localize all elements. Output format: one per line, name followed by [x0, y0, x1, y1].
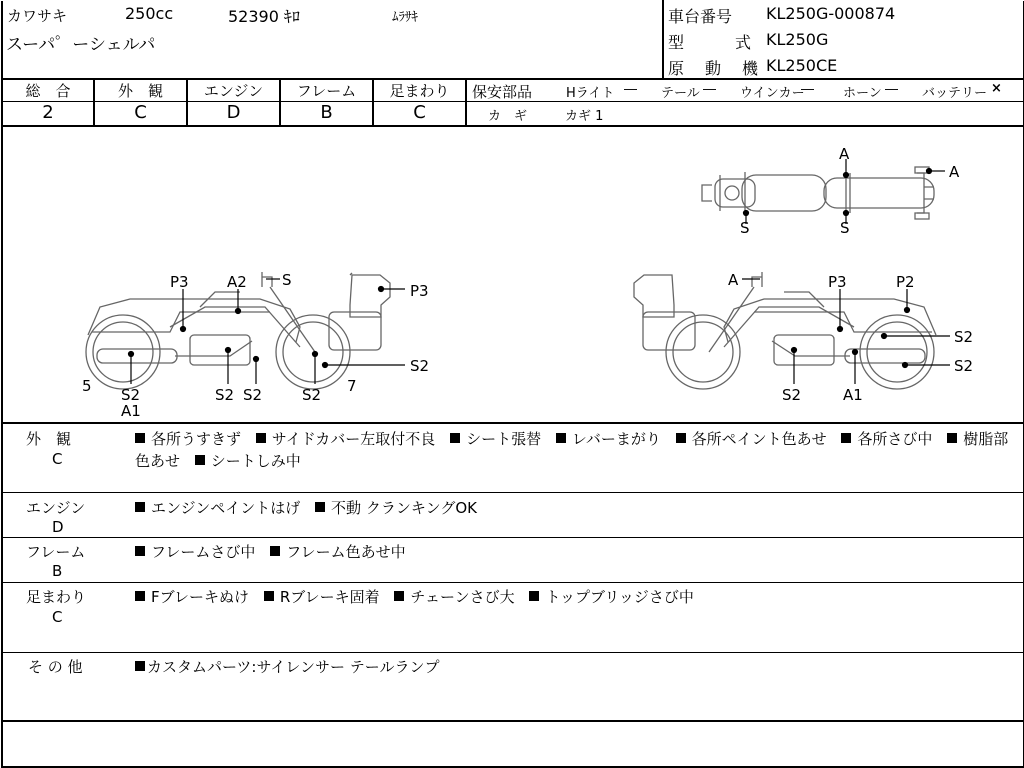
divider-line	[1, 492, 1023, 493]
bullet-square-icon	[135, 661, 145, 671]
body-color: ﾑﾗｻｷ	[392, 10, 418, 25]
top-view-label: S	[840, 219, 850, 237]
defect-item: Fブレーキぬけ	[135, 588, 249, 606]
divider-line	[1, 720, 1023, 722]
tail-status: ―	[703, 82, 716, 97]
bullet-square-icon	[676, 433, 686, 443]
type-value: KL250G	[766, 30, 829, 49]
divider-line	[1, 652, 1023, 653]
left-side-label: S2	[215, 386, 235, 404]
bullet-square-icon	[270, 546, 280, 556]
grade-frame-label: フレーム	[296, 82, 357, 100]
right-side-label: S2	[954, 357, 974, 375]
maker-name: カワサキ	[7, 7, 68, 25]
remark-appearance-items	[135, 428, 1010, 472]
grade-total-label: 総 合	[25, 82, 71, 100]
engine-type-value: KL250CE	[766, 56, 838, 75]
bullet-square-icon	[256, 433, 266, 443]
divider-line	[1, 537, 1023, 538]
remark-appearance-label: 外 観	[26, 430, 72, 448]
engine-type-label-char: 原	[668, 59, 685, 78]
defect-item: エンジンペイントはげ	[135, 499, 300, 517]
mileage: 52390 ｷﾛ	[228, 7, 300, 26]
grade-engine-label: エンジン	[203, 82, 264, 100]
defect-item: 各所うすきず	[135, 430, 241, 448]
battery-label: バッテリー	[922, 86, 988, 101]
tail-label: テール	[661, 86, 700, 101]
model-name: スーパ゜ーシェルパ	[6, 35, 156, 55]
left-side-label: P3	[410, 282, 429, 300]
bullet-square-icon	[135, 502, 145, 512]
left-side-label: 7	[347, 377, 357, 395]
right-side-label: A1	[843, 386, 863, 404]
defect-item: Rブレーキ固着	[254, 588, 380, 606]
battery-status: ×	[991, 81, 1002, 96]
bullet-square-icon	[135, 546, 145, 556]
divider-line	[465, 78, 467, 126]
engine-type-label-char: 機	[741, 59, 758, 78]
key-label: カ ギ	[488, 109, 528, 124]
divider-line	[1, 422, 1023, 424]
engine-type-label	[668, 56, 758, 79]
grade-appearance-label: 外 観	[117, 82, 163, 100]
top-view-label: S	[740, 219, 750, 237]
defect-item: 各所さび中	[831, 430, 932, 448]
remark-other-items	[135, 656, 440, 678]
remark-suspension-label: 足まわり	[26, 588, 87, 606]
grade-suspension-value: C	[413, 102, 426, 123]
type-label-char: 型	[668, 33, 685, 52]
remark-engine-grade: D	[52, 518, 64, 536]
type-label-char: 式	[735, 33, 752, 52]
right-side-label: P3	[828, 273, 847, 291]
remark-engine-label: エンジン	[26, 499, 86, 517]
type-label	[668, 30, 752, 53]
safety-parts-title: 保安部品	[472, 83, 533, 101]
remark-frame-label: フレーム	[26, 543, 86, 561]
grade-engine-value: D	[226, 102, 241, 123]
remark-other-label: そ の 他	[28, 658, 83, 676]
defect-item: レバーまがり	[546, 430, 661, 448]
headlight-status: ―	[624, 82, 637, 97]
remark-suspension-grade: C	[52, 608, 63, 626]
grade-suspension-label: 足まわり	[389, 82, 450, 100]
defect-item: サイドカバー左取付不良	[246, 430, 436, 448]
defect-item: トップブリッジさび中	[519, 588, 693, 606]
right-side-label: A	[728, 271, 739, 289]
chassis-number-value: KL250G-000874	[766, 4, 896, 23]
horn-label: ホーン	[843, 86, 882, 101]
divider-line	[1, 582, 1023, 583]
right-side-label: S2	[782, 386, 802, 404]
winker-status: ―	[801, 82, 814, 97]
grade-frame-value: B	[320, 102, 333, 123]
bullet-square-icon	[394, 591, 404, 601]
remark-other-text: カスタムパーツ:サイレンサー テールランプ	[147, 658, 440, 676]
bullet-square-icon	[195, 455, 205, 465]
defect-item: チェーンさび大	[384, 588, 514, 606]
headlight-label: Hライト	[566, 86, 615, 101]
bullet-square-icon	[264, 591, 274, 601]
defect-item: フレーム色あせ中	[260, 543, 405, 561]
bullet-square-icon	[556, 433, 566, 443]
horn-status: ―	[885, 82, 898, 97]
grade-total-value: 2	[42, 102, 54, 123]
top-view-label: A	[949, 163, 960, 181]
left-side-label: A2	[227, 273, 247, 291]
bullet-square-icon	[315, 502, 325, 512]
left-side-label: S2	[121, 386, 141, 404]
top-view-motorcycle	[702, 167, 934, 219]
left-side-label: S	[282, 271, 292, 289]
right-side-label: S2	[954, 328, 974, 346]
remark-frame-items	[135, 541, 406, 563]
bullet-square-icon	[135, 433, 145, 443]
divider-line	[662, 0, 664, 78]
right-side-motorcycle	[634, 272, 936, 389]
left-side-label: S2	[410, 357, 430, 375]
remark-frame-grade: B	[52, 562, 63, 580]
defect-item: シート張替	[440, 430, 541, 448]
grade-appearance-value: C	[134, 102, 147, 123]
defect-item: 樹脂部色あせ	[135, 430, 1009, 470]
left-side-label: S2	[243, 386, 263, 404]
bullet-square-icon	[450, 433, 460, 443]
bullet-square-icon	[529, 591, 539, 601]
left-side-label: S2	[302, 386, 322, 404]
right-side-label: P2	[896, 273, 915, 291]
remark-engine-items	[135, 497, 477, 519]
defect-item: 各所ペイント色あせ	[666, 430, 827, 448]
chassis-number-label: 車台番号	[668, 7, 733, 26]
winker-label: ウインカー	[740, 86, 805, 101]
top-view-label: A	[839, 145, 850, 163]
engine-type-label-char: 動	[704, 59, 721, 78]
defect-item: フレームさび中	[135, 543, 255, 561]
left-side-label: 5	[82, 377, 92, 395]
bullet-square-icon	[947, 433, 957, 443]
displacement: 250cc	[125, 4, 174, 23]
bullet-square-icon	[135, 591, 145, 601]
left-side-label: P3	[170, 273, 189, 291]
remark-appearance-grade: C	[52, 450, 63, 468]
damage-diagram	[0, 127, 1024, 422]
bullet-square-icon	[841, 433, 851, 443]
left-side-label: A1	[121, 402, 141, 420]
key-value: カギ 1	[565, 109, 604, 124]
defect-item: 不動 クランキングOK	[305, 499, 477, 517]
divider-line	[467, 101, 1023, 102]
remark-suspension-items	[135, 586, 694, 608]
defect-item: シートしみ中	[185, 452, 301, 470]
